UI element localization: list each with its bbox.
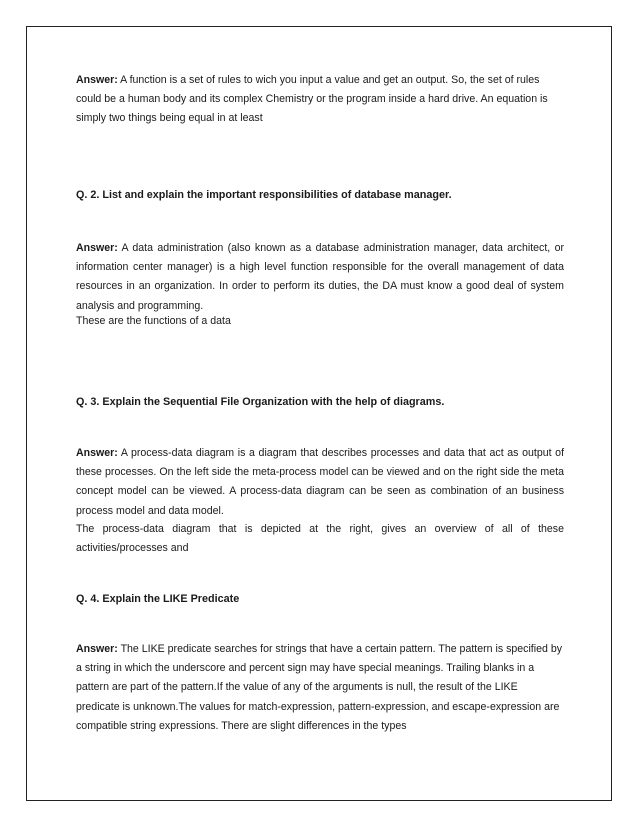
q3-note: The process-data diagram that is depicted at the right, gives an overview of all of these activities/processes and	[76, 523, 564, 555]
q1-answer-label: Answer:	[76, 74, 118, 86]
q3-answer-text: A process-data diagram is a diagram that describes processes and data that act as output of these processes. On the left side the meta-process model can be viewed and on the right side the meta concept model can be viewed. A process-data diagram can be seen as combination of an business process model and data model.	[76, 447, 565, 517]
q2-note: These are the functions of a data	[76, 315, 231, 327]
q2-question: Q. 2. List and explain the important responsibilities of database manager.	[76, 189, 452, 201]
q2-answer-text: A data administration (also known as a database administration manager, data architect, or information center manager) is a high level function responsible for the overall management of data resources in an organization. In order to perform its duties, the DA must know a good deal of system analysis and programming.	[76, 242, 564, 312]
q1-answer-text: A function is a set of rules to wich you input a value and get an output. So, the set of rules could be a human body and its complex Chemistry or the program inside a hard drive. An equation is simply two things being equal in at least	[76, 74, 548, 125]
q3-answer-label: Answer:	[76, 447, 118, 459]
q4-answer-text: The LIKE predicate searches for strings that have a certain pattern. The pattern is specified by a string in which the underscore and percent sign may have special meanings. Trailing blanks in a pattern are part of the pattern.If the value of any of the arguments is null, the result of the LIKE predicate is unknown.The values for match-expression, pattern-expression, and escape-expression are compatible string expressions. There are slight differences in the types	[76, 643, 563, 732]
q3-answer	[76, 444, 564, 521]
q2-answer	[76, 239, 564, 316]
q4-answer-label: Answer:	[76, 643, 118, 655]
q2-answer-label: Answer:	[76, 242, 118, 254]
q4-answer	[76, 640, 564, 736]
q4-question: Q. 4. Explain the LIKE Predicate	[76, 593, 240, 605]
q1-answer	[76, 71, 564, 129]
q3-question: Q. 3. Explain the Sequential File Organization with the help of diagrams.	[76, 396, 445, 408]
